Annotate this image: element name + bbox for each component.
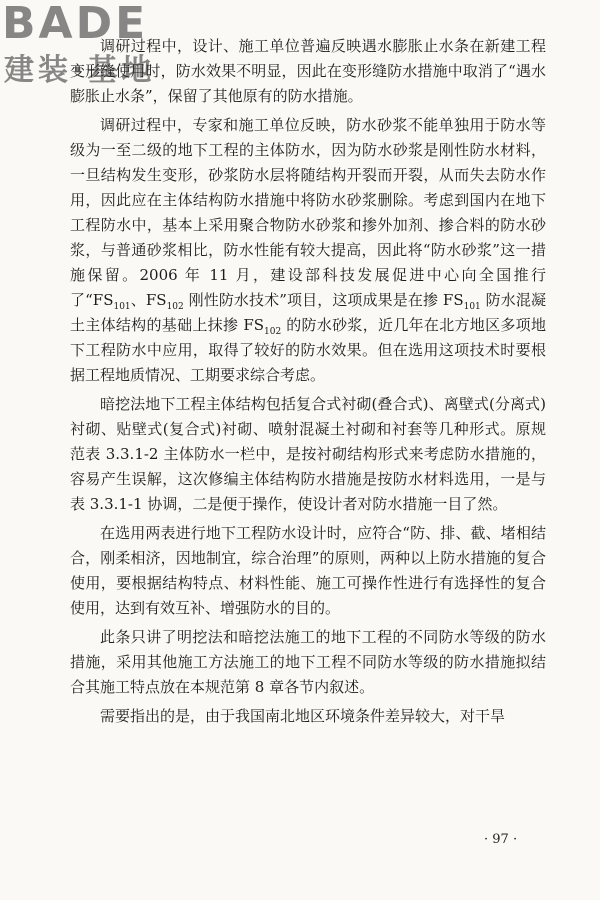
paragraph-2: 调研过程中，专家和施工单位反映，防水砂浆不能单独用于防水等级为一至二级的地下工程的主体防水，因为防水砂浆是刚性防水材料，一旦结构发生变形，砂浆防水层将随结构开裂而开裂，从而失去防水作用，因此应在主体结构防水措施中将防水砂浆删除。考虑到国内在地下工程防水中，基本上采用聚合物防水砂浆和掺外加剂、掺合料的防水砂浆，与普通砂浆相比，防水性能有较大提高，因此将“防水砂浆”这一措施保留。2006 年 11 月，建设部科技发展促进中心向全国推行了“$FS_{101}$、$FS_{102}$ 刚性防水技术”项目，这项成果是在掺 $FS_{101}$ 防水混凝土主体结构的基础上抹掺 $FS_{102}$ 的防水砂浆，近几年在北方地区多项地下工程防水中应用，取得了较好的防水效果。但在选用这项技术时要根据工程地质情况、工期要求综合考虑。: [70, 116, 546, 384]
page-number: · 97 ·: [484, 832, 518, 847]
paragraph-1: 调研过程中，设计、施工单位普遍反映遇水膨胀止水条在新建工程变形缝使用时，防水效果不明显，因此在变形缝防水措施中取消了“遇水膨胀止水条”，保留了其他原有的防水措施。: [70, 37, 546, 105]
paragraph-6: 需要指出的是，由于我国南北地区环境条件差异较大，对干旱: [100, 707, 506, 725]
watermark-latin: BADE: [2, 0, 149, 49]
watermark-cjk: 建装·基地: [4, 53, 156, 88]
body-text: [70, 34, 546, 733]
paragraph-5: 此条只讲了明挖法和暗挖法施工的地下工程的不同防水等级的防水措施，采用其他施工方法施工的地下工程不同防水等级的防水措施拟结合其施工特点放在本规范第 8 章各节内叙述。: [70, 628, 546, 696]
paragraph-4: 在选用两表进行地下工程防水设计时，应符合“防、排、截、堵相结合，刚柔相济，因地制宜，综合治理”的原则，两种以上防水措施的复合使用，要根据结构特点、材料性能、施工可操作性进行有选择性的复合使用，达到有效互补、增强防水的目的。: [70, 524, 546, 617]
paragraph-3: 暗挖法地下工程主体结构包括复合式衬砌(叠合式)、离壁式(分离式)衬砌、贴壁式(复合式)衬砌、喷射混凝土衬砌和衬套等几种形式。原规范表 3.3.1-2 主体防水一栏中，是按衬砌结构形式来考虑防水措施的，容易产生误解，这次修编主体结构防水措施是按防水材料选用，一是与表 3.3.1-1 协调，二是便于操作，使设计者对防水措施一目了然。: [70, 395, 546, 513]
